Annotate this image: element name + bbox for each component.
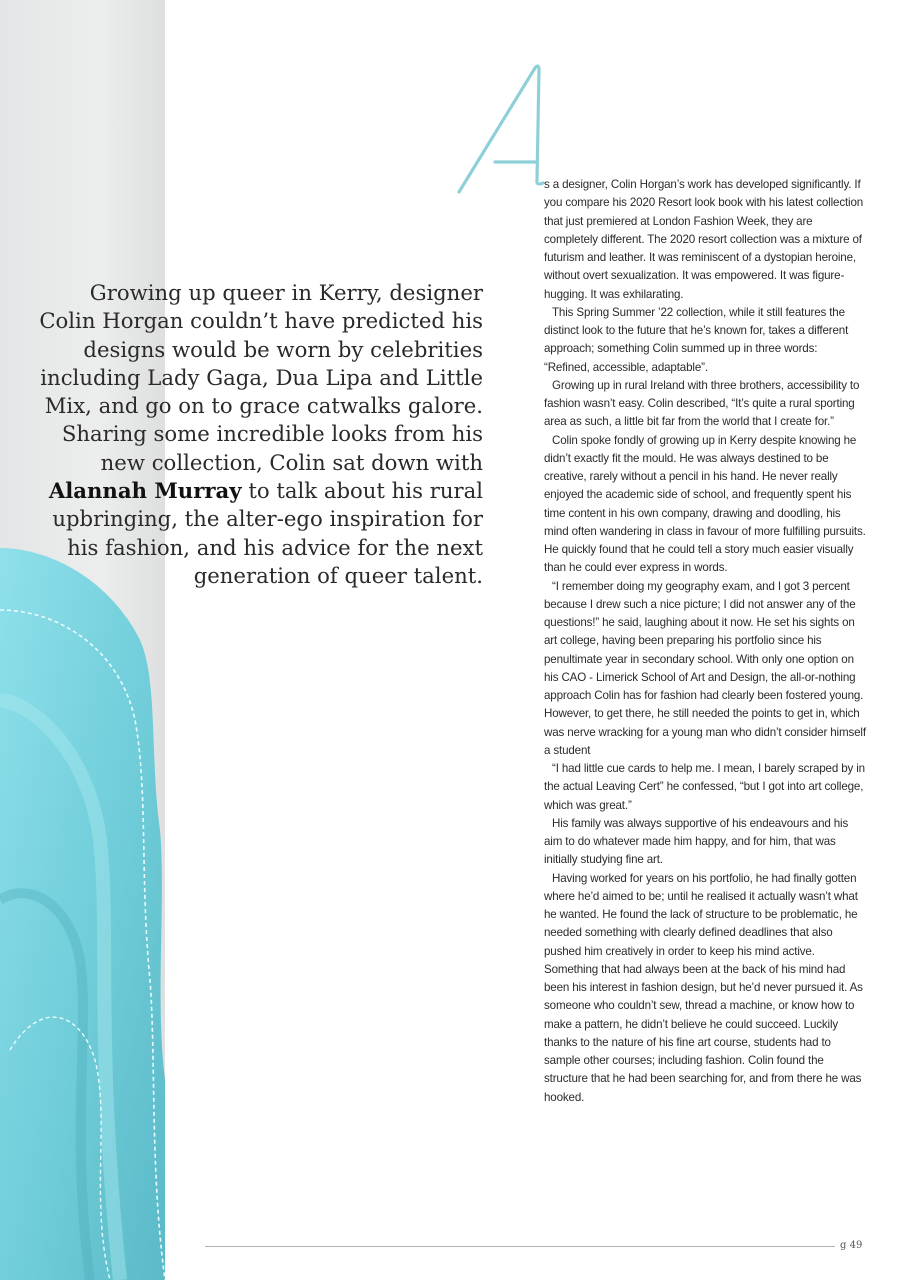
drop-cap-glyph: A (455, 62, 456, 63)
turquoise-garment-illustration (0, 0, 165, 1280)
page-number: g 49 (840, 1240, 863, 1251)
standfirst-text-before: Growing up queer in Kerry, designer Colin Horgan couldn’t have predicted his designs would be worn by celebrities including Lady Gaga, Dua Lipa and Little Mix, and go on to grace catwalks galore. Sharing some incredible looks from his new collection, Colin sat down with (39, 280, 483, 475)
article-standfirst (30, 279, 483, 590)
paragraph-4: Colin spoke fondly of growing up in Kerry despite knowing he didn’t exactly fit the mould. He was always destined to be creative, rarely without a pencil in his hand. He never really enjoyed the academic side of school, and frequently spent his time content in his own company, drawing and doodling, his mind often wandering in class in favour of more fulfilling pursuits. He quickly found that he could tell a story much easier visually than he could ever express in words. (544, 433, 866, 575)
paragraph-3: Growing up in rural Ireland with three brothers, accessibility to fashion wasn’t easy. Colin described, “It’s quite a rural sporting area as such, a little bit far from the world that I create for.” (544, 378, 860, 429)
paragraph-1: s a designer, Colin Horgan’s work has developed significantly. If you compare his 2020 Resort look book with his latest collection that just premiered at London Fashion Week, they are completely different. The 2020 resort collection was a mixture of futurism and leather. It was reminiscent of a dystopian heroine, without overt sexualization. It was empowered. It was figure-hugging. It was exhilarating. (544, 178, 864, 301)
standfirst-text-after: to talk about his rural upbringing, the alter-ego inspiration for his fashion, and his advice for the next generation of queer talent. (52, 478, 483, 588)
paragraph-7: His family was always supportive of his endeavours and his aim to do whatever made him happy, and for him, that was initially studying fine art. (544, 816, 849, 867)
fashion-photo (0, 0, 165, 1280)
article-body (544, 176, 866, 1107)
drop-cap-letter (455, 62, 550, 197)
paragraph-5: “I remember doing my geography exam, and I got 3 percent because I drew such a nice picture; I did not answer any of the questions!” he said, laughing about it now. He set his sights on art college, having been preparing his portfolio since his penultimate year in secondary school. With only one option on his CAO - Limerick School of Art and Design, the all-or-nothing approach Colin has for fashion had clearly been fostered young. However, to get there, he still needed the points to get in, which was nerve wracking for a young man who didn’t consider himself a student (544, 579, 866, 757)
author-name: Alannah Murray (48, 478, 242, 504)
paragraph-6: “I had little cue cards to help me. I mean, I barely scraped by in the actual Leaving Cert” he confessed, “but I got into art college, which was great.” (544, 762, 865, 812)
paragraph-2: This Spring Summer ’22 collection, while it still features the distinct look to the future that he’s known for, takes a different approach; something Colin summed up in three words: “Refined, accessible, adaptable”. (544, 305, 849, 374)
footer-rule (205, 1246, 835, 1247)
paragraph-8: Having worked for years on his portfolio, he had finally gotten where he’d aimed to be; until he realised it actually wasn’t what he wanted. He found the lack of structure to be problematic, he needed something with clearly defined deadlines that also pushed him creatively in order to keep his mind active. Something that had always been at the back of his mind had been his interest in fashion design, but he’d never pursued it. As someone who couldn’t sew, thread a machine, or know how to make a pattern, he didn’t believe he could succeed. Luckily thanks to the nature of his fine art course, students had to sample other courses; including fashion. Colin found the structure that he had been searching for, and from there he was hooked. (544, 871, 863, 1104)
